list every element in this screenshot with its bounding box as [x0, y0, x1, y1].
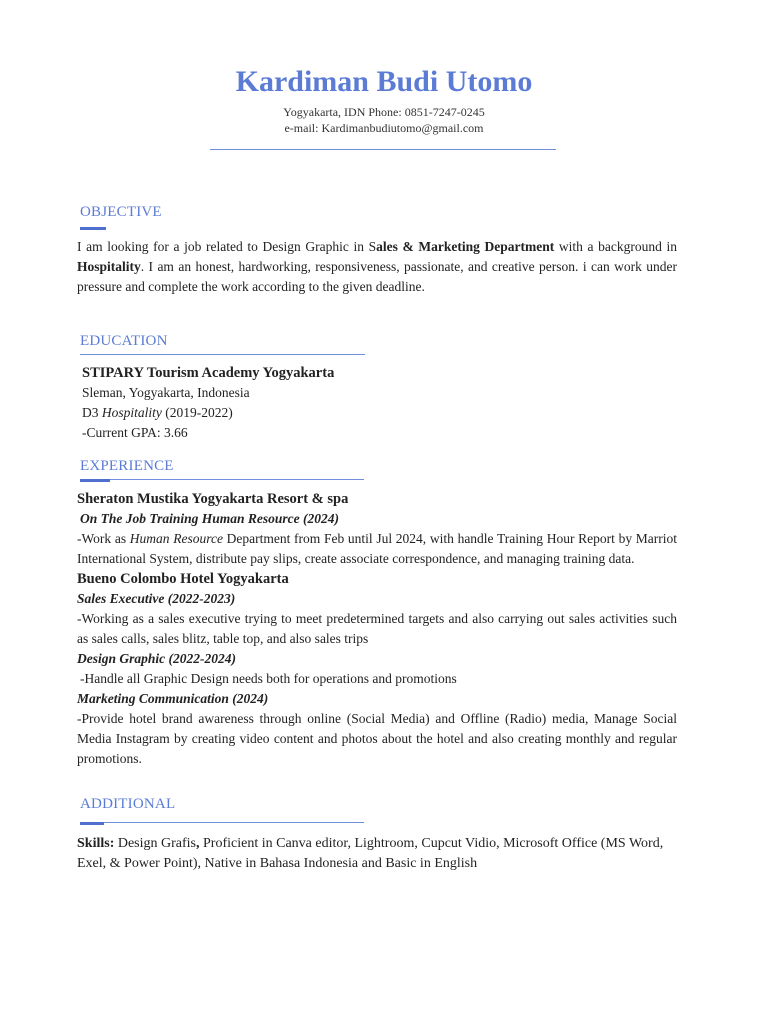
section-accent-experience [80, 479, 110, 482]
education-details [82, 363, 682, 443]
job2-org: Bueno Colombo Hotel Yogyakarta [77, 571, 289, 587]
section-accent-objective [80, 227, 106, 230]
candidate-name: Kardiman Budi Utomo [235, 65, 533, 98]
job1-desc: -Work as Human Resource Department from Feb until Jul 2024, with handle Training Hour Report by Marriot International System, distribute pay slips, create associate correspondence, and managing training data. [77, 531, 677, 566]
header-divider [210, 149, 556, 150]
section-rule-experience [110, 479, 364, 480]
contact-location-phone: Yogyakarta, IDN Phone: 0851-7247-0245 [283, 105, 485, 119]
job2-desc-sales: -Working as a sales executive trying to meet predetermined targets and also carrying out sales activities such as sales calls, sales blitz, table top, and also sales trips [77, 611, 677, 646]
job2-desc-design: -Handle all Graphic Design needs both for operations and promotions [80, 671, 457, 686]
job1-role: On The Job Training Human Resource (2024) [80, 511, 340, 526]
contact-email: e-mail: Kardimanbudiutomo@gmail.com [284, 121, 484, 135]
section-rule-additional [104, 822, 364, 823]
section-title-education: EDUCATION [80, 333, 168, 349]
job2-desc-marcom: -Provide hotel brand awareness through online (Social Media) and Offline (Radio) media, Manage Social Media Instagram by creating video content and photos about the hotel and also creating monthly and regular promotions. [77, 711, 677, 766]
school-name: STIPARY Tourism Academy Yogyakarta [82, 365, 335, 381]
school-location: Sleman, Yogyakarta, Indonesia [82, 385, 250, 400]
section-title-additional: ADDITIONAL [80, 796, 176, 812]
job2-role-sales: Sales Executive (2022-2023) [77, 591, 236, 606]
experience-details [77, 489, 677, 769]
job2-role-design: Design Graphic (2022-2024) [77, 651, 236, 666]
section-title-objective: OBJECTIVE [80, 204, 162, 220]
job1-org: Sheraton Mustika Yogyakarta Resort & spa [77, 491, 349, 507]
section-accent-additional [80, 822, 104, 825]
section-title-experience: EXPERIENCE [80, 458, 174, 474]
section-rule-education [80, 354, 365, 355]
objective-text: I am looking for a job related to Design Graphic in Sales & Marketing Department with a background in Hospitality. I am an honest, hardworking, responsiveness, passionate, and creative person. i can work under pressure and complete the work according to the given deadline. [77, 239, 677, 294]
skills-text: Skills: Design Grafis, Proficient in Canva editor, Lightroom, Cupcut Vidio, Microsoft Office (MS Word, Exel, & Power Point), Native in Bahasa Indonesia and Basic in English [77, 836, 664, 871]
degree: D3 Hospitality (2019-2022) [82, 405, 233, 420]
gpa: -Current GPA: 3.66 [82, 425, 188, 440]
job2-role-marcom: Marketing Communication (2024) [77, 691, 269, 706]
